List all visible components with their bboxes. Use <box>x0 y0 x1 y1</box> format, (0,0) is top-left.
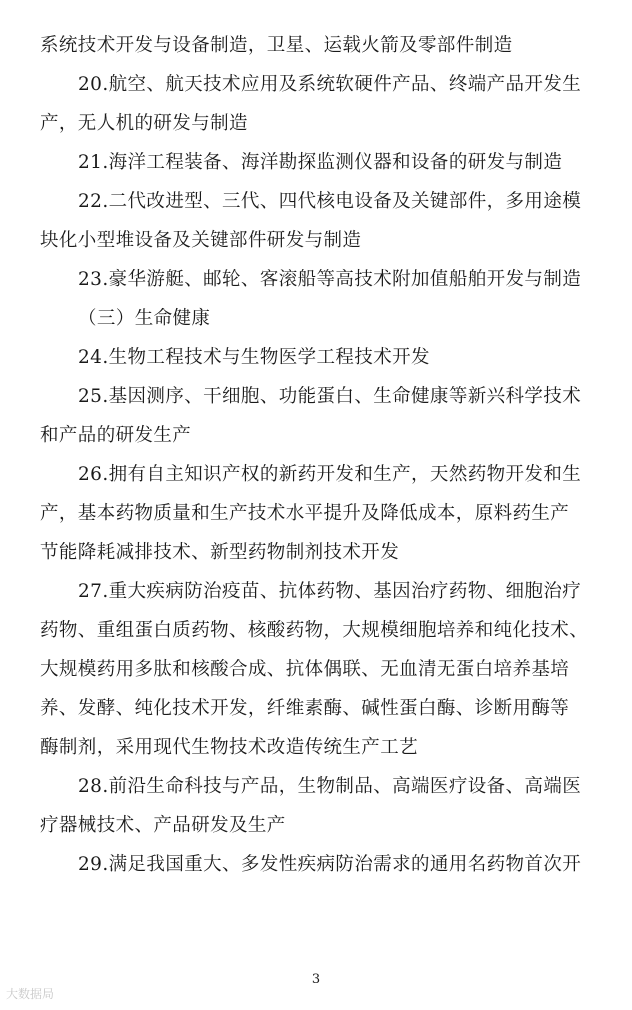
text-line: 系统技术开发与设备制造，卫星、运载火箭及零部件制造 <box>40 35 513 56</box>
text-line: 25.基因测序、干细胞、功能蛋白、生命健康等新兴科学技术 <box>78 386 582 407</box>
text-line: 26.拥有自主知识产权的新药开发和生产，天然药物开发和生 <box>78 464 582 485</box>
text-line: 22.二代改进型、三代、四代核电设备及关键部件，多用途模 <box>78 191 582 212</box>
text-line: 大规模药用多肽和核酸合成、抗体偶联、无血清无蛋白培养基培 <box>40 659 570 680</box>
text-line: 产，无人机的研发与制造 <box>40 113 248 134</box>
text-line: 药物、重组蛋白质药物、核酸药物，大规模细胞培养和纯化技术、 <box>40 620 589 641</box>
text-line: 20.航空、航天技术应用及系统软硬件产品、终端产品开发生 <box>78 74 582 95</box>
text-line: 和产品的研发生产 <box>40 425 192 446</box>
text-line: 24.生物工程技术与生物医学工程技术开发 <box>78 347 430 368</box>
text-line: 疗器械技术、产品研发及生产 <box>40 815 286 836</box>
section-heading: （三）生命健康 <box>78 308 211 329</box>
text-line: 27.重大疾病防治疫苗、抗体药物、基因治疗药物、细胞治疗 <box>78 581 582 602</box>
text-line: 节能降耗减排技术、新型药物制剂技术开发 <box>40 542 400 563</box>
page-number: 3 <box>311 972 321 987</box>
text-line: 块化小型堆设备及关键部件研发与制造 <box>40 230 362 251</box>
text-line: 21.海洋工程装备、海洋勘探监测仪器和设备的研发与制造 <box>78 152 563 173</box>
text-line: 酶制剂，采用现代生物技术改造传统生产工艺 <box>40 737 419 758</box>
text-line: 28.前沿生命科技与产品，生物制品、高端医疗设备、高端医 <box>78 776 582 797</box>
text-line: 养、发酵、纯化技术开发，纤维素酶、碱性蛋白酶、诊断用酶等 <box>40 698 570 719</box>
text-line: 23.豪华游艇、邮轮、客滚船等高技术附加值船舶开发与制造 <box>78 269 582 290</box>
text-line: 产，基本药物质量和生产技术水平提升及降低成本，原料药生产 <box>40 503 570 524</box>
text-line: 29.满足我国重大、多发性疾病防治需求的通用名药物首次开 <box>78 854 582 875</box>
watermark: 大数据局 <box>6 987 55 1001</box>
